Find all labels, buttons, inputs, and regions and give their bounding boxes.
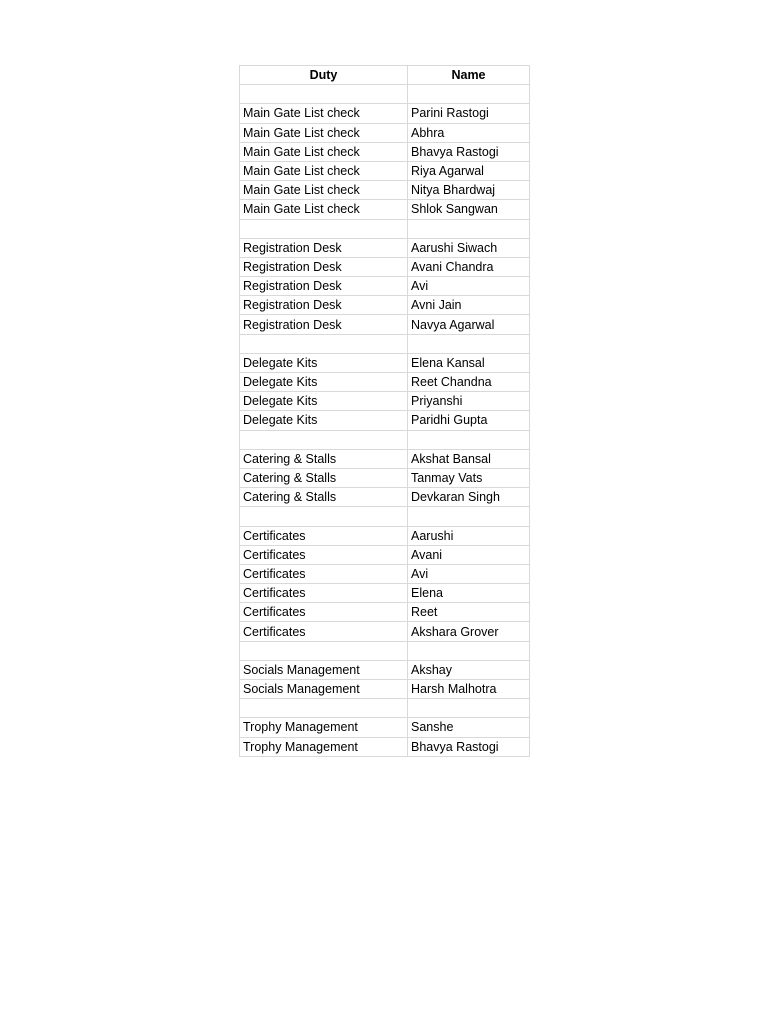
name-cell: Avi bbox=[408, 564, 530, 583]
duty-cell bbox=[240, 507, 408, 526]
table-row bbox=[240, 104, 530, 123]
table-row bbox=[240, 392, 530, 411]
name-cell: Devkaran Singh bbox=[408, 488, 530, 507]
name-cell: Elena bbox=[408, 584, 530, 603]
name-cell: Navya Agarwal bbox=[408, 315, 530, 334]
duty-cell: Delegate Kits bbox=[240, 373, 408, 392]
duty-cell: Certificates bbox=[240, 545, 408, 564]
duty-cell: Socials Management bbox=[240, 680, 408, 699]
duty-cell: Registration Desk bbox=[240, 296, 408, 315]
name-cell: Avni Jain bbox=[408, 296, 530, 315]
table-row bbox=[240, 315, 530, 334]
duty-cell: Main Gate List check bbox=[240, 200, 408, 219]
name-cell: Avi bbox=[408, 277, 530, 296]
duty-cell: Certificates bbox=[240, 564, 408, 583]
duty-roster-table bbox=[239, 65, 530, 757]
name-column-header: Name bbox=[408, 66, 530, 85]
name-cell: Aarushi bbox=[408, 526, 530, 545]
table-row bbox=[240, 200, 530, 219]
duty-cell: Registration Desk bbox=[240, 238, 408, 257]
table-row bbox=[240, 411, 530, 430]
table-row bbox=[240, 564, 530, 583]
duty-cell bbox=[240, 85, 408, 104]
table-row bbox=[240, 622, 530, 641]
name-cell: Tanmay Vats bbox=[408, 468, 530, 487]
table-row bbox=[240, 181, 530, 200]
table-row bbox=[240, 296, 530, 315]
table-row bbox=[240, 699, 530, 718]
duty-cell: Main Gate List check bbox=[240, 181, 408, 200]
name-cell: Avani Chandra bbox=[408, 257, 530, 276]
name-cell bbox=[408, 699, 530, 718]
name-cell: Reet bbox=[408, 603, 530, 622]
table-row bbox=[240, 85, 530, 104]
duty-column-header: Duty bbox=[240, 66, 408, 85]
duty-cell: Socials Management bbox=[240, 660, 408, 679]
table-row bbox=[240, 488, 530, 507]
name-cell: Akshay bbox=[408, 660, 530, 679]
table-row bbox=[240, 430, 530, 449]
table-row bbox=[240, 123, 530, 142]
name-cell: Bhavya Rastogi bbox=[408, 737, 530, 756]
table-row bbox=[240, 238, 530, 257]
table-row bbox=[240, 737, 530, 756]
name-cell bbox=[408, 219, 530, 238]
name-cell: Shlok Sangwan bbox=[408, 200, 530, 219]
duty-cell: Catering & Stalls bbox=[240, 488, 408, 507]
duty-cell: Delegate Kits bbox=[240, 353, 408, 372]
duty-cell bbox=[240, 334, 408, 353]
duty-cell: Registration Desk bbox=[240, 257, 408, 276]
name-cell: Reet Chandna bbox=[408, 373, 530, 392]
table-row bbox=[240, 584, 530, 603]
table-row bbox=[240, 353, 530, 372]
duty-cell: Main Gate List check bbox=[240, 161, 408, 180]
name-cell bbox=[408, 334, 530, 353]
name-cell: Sanshe bbox=[408, 718, 530, 737]
name-cell bbox=[408, 641, 530, 660]
duty-cell bbox=[240, 699, 408, 718]
name-cell bbox=[408, 85, 530, 104]
duty-cell: Delegate Kits bbox=[240, 392, 408, 411]
table-row bbox=[240, 142, 530, 161]
duty-cell: Registration Desk bbox=[240, 315, 408, 334]
duty-cell: Delegate Kits bbox=[240, 411, 408, 430]
name-cell: Akshara Grover bbox=[408, 622, 530, 641]
name-cell: Nitya Bhardwaj bbox=[408, 181, 530, 200]
name-cell: Bhavya Rastogi bbox=[408, 142, 530, 161]
table-row bbox=[240, 468, 530, 487]
table-row bbox=[240, 373, 530, 392]
table-row bbox=[240, 219, 530, 238]
name-cell: Abhra bbox=[408, 123, 530, 142]
table-row bbox=[240, 161, 530, 180]
name-cell: Harsh Malhotra bbox=[408, 680, 530, 699]
name-cell: Paridhi Gupta bbox=[408, 411, 530, 430]
table-row bbox=[240, 449, 530, 468]
duty-cell: Trophy Management bbox=[240, 718, 408, 737]
name-cell: Parini Rastogi bbox=[408, 104, 530, 123]
table-row bbox=[240, 334, 530, 353]
name-cell: Elena Kansal bbox=[408, 353, 530, 372]
table-row bbox=[240, 641, 530, 660]
table-row bbox=[240, 507, 530, 526]
duty-cell: Main Gate List check bbox=[240, 123, 408, 142]
name-cell bbox=[408, 507, 530, 526]
name-cell: Akshat Bansal bbox=[408, 449, 530, 468]
duty-cell bbox=[240, 641, 408, 660]
duty-cell: Catering & Stalls bbox=[240, 449, 408, 468]
table-row bbox=[240, 680, 530, 699]
table-row bbox=[240, 660, 530, 679]
duty-cell: Registration Desk bbox=[240, 277, 408, 296]
duty-cell: Trophy Management bbox=[240, 737, 408, 756]
table-header-row bbox=[240, 66, 530, 85]
duty-cell: Main Gate List check bbox=[240, 142, 408, 161]
name-cell: Aarushi Siwach bbox=[408, 238, 530, 257]
duty-cell bbox=[240, 219, 408, 238]
table-row bbox=[240, 545, 530, 564]
table-row bbox=[240, 526, 530, 545]
table-row bbox=[240, 257, 530, 276]
name-cell: Riya Agarwal bbox=[408, 161, 530, 180]
duty-cell: Certificates bbox=[240, 603, 408, 622]
duty-cell: Certificates bbox=[240, 622, 408, 641]
duty-cell: Main Gate List check bbox=[240, 104, 408, 123]
name-cell: Priyanshi bbox=[408, 392, 530, 411]
duty-cell: Catering & Stalls bbox=[240, 468, 408, 487]
table-body bbox=[240, 85, 530, 757]
table-row bbox=[240, 603, 530, 622]
duty-cell bbox=[240, 430, 408, 449]
table-row bbox=[240, 277, 530, 296]
table-row bbox=[240, 718, 530, 737]
duty-cell: Certificates bbox=[240, 526, 408, 545]
duty-cell: Certificates bbox=[240, 584, 408, 603]
name-cell: Avani bbox=[408, 545, 530, 564]
name-cell bbox=[408, 430, 530, 449]
